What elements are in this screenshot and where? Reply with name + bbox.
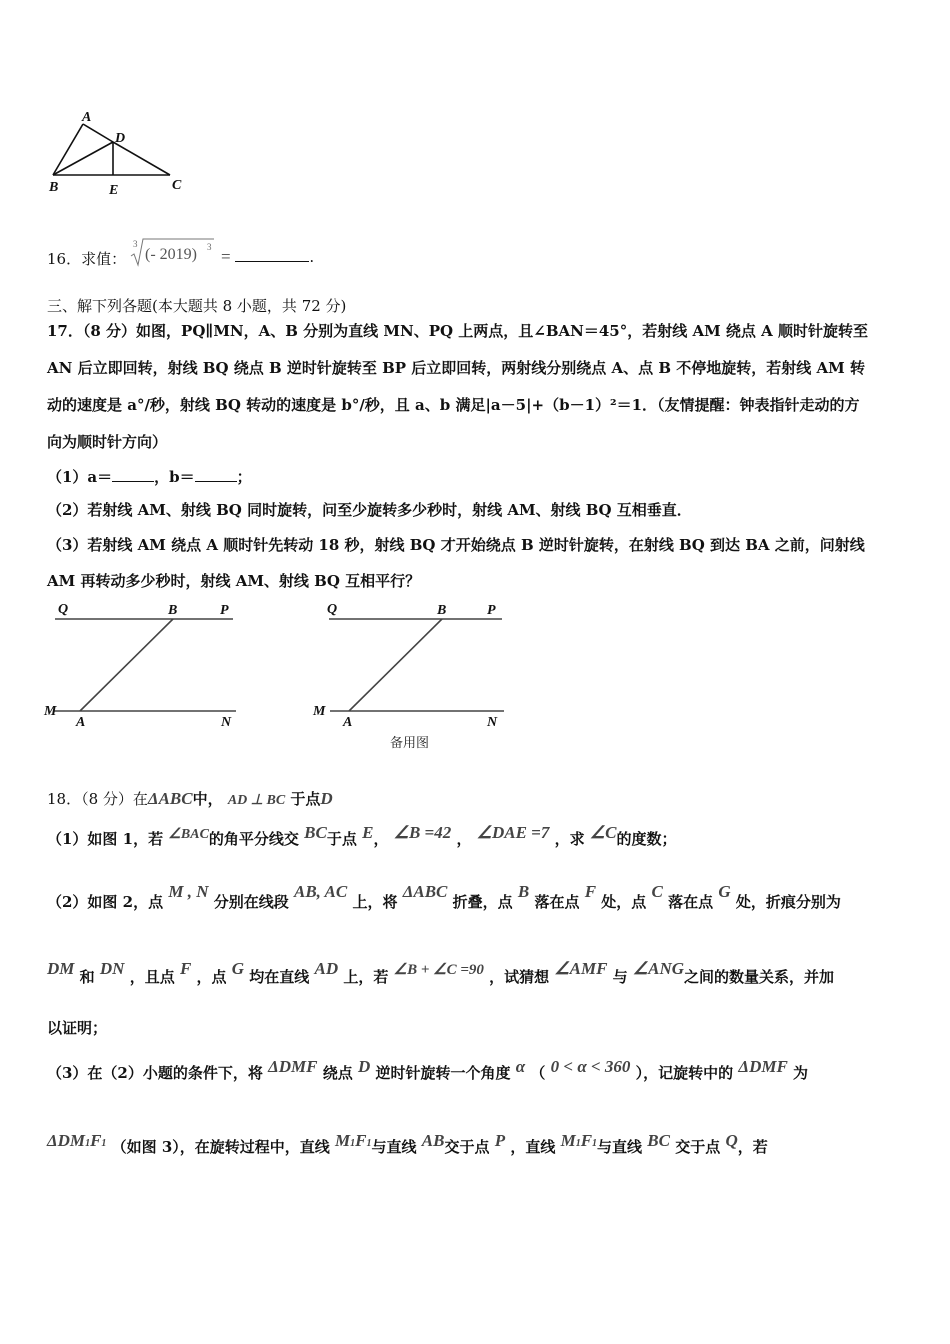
radical-index: 3	[133, 239, 138, 249]
math-ad-perp-bc: AD ⊥ BC	[227, 793, 286, 808]
q18-l3-e: 落在点	[534, 893, 580, 911]
q18-l7-g: ，若	[737, 1138, 768, 1156]
label-b: B	[437, 603, 447, 618]
q18-l6-b: 绕点	[322, 1064, 353, 1082]
math-alpha: α	[515, 1057, 526, 1076]
q18-l4-h: 之间的数量关系，并加	[684, 968, 835, 986]
label-q: Q	[327, 602, 338, 617]
math-m1f1-2	[561, 1131, 597, 1150]
q18-line-2	[47, 823, 677, 851]
parallel-lines-figure	[40, 598, 245, 733]
label-c: C	[172, 178, 182, 193]
math-ab: AB	[421, 1131, 445, 1150]
dm1f1-sub1: 1	[85, 1138, 91, 1149]
q18-l4-f: ，试猜想	[489, 968, 550, 986]
math-point-b: B	[517, 882, 530, 901]
label-b: B	[168, 603, 178, 618]
math-angle-dae-7: ∠DAE =7	[476, 823, 550, 842]
math-bc-2: BC	[647, 1131, 670, 1150]
math-angle-bac: ∠BAC	[168, 827, 209, 842]
q17-sub-3-line-1: （3）若射线 AM 绕点 A 顺时针先转动 18 秒，射线 BQ 才开始绕点 B 逆时针旋转，在射线 BQ 到达 BA 之前，问射线	[47, 536, 865, 554]
q18-l2-b: 的角平分线交	[208, 830, 299, 848]
radicand: (- 2019)	[145, 246, 197, 263]
q18-l7-c: 交于点	[444, 1138, 490, 1156]
m1f1-2-a: M	[560, 1131, 576, 1150]
math-point-e: E	[362, 823, 374, 842]
q18-l7-e: 与直线	[597, 1138, 643, 1156]
label-e: E	[109, 183, 119, 198]
q18-l2-d: ，	[373, 830, 389, 848]
q18-l6-c: 逆时针旋转一个角度	[375, 1064, 511, 1082]
q18-l6-e: ），记旋转中的	[635, 1064, 734, 1082]
q18-l3-b: 分别在线段	[213, 893, 289, 911]
q18-l7-d: ，直线	[510, 1138, 556, 1156]
q18-l4-b: ，且点	[129, 968, 175, 986]
q16-label: 16．求值：	[47, 250, 127, 268]
cube-root-expression	[128, 236, 228, 268]
q17-sub1-end: ；	[236, 468, 252, 486]
label-m: M	[313, 704, 326, 719]
q18-l7-a: （如图 3），在旋转过程中，直线	[111, 1138, 330, 1156]
label-n: N	[221, 715, 232, 730]
q17-line-4: 向为顺时针方向）	[47, 433, 168, 451]
label-b: B	[49, 180, 59, 195]
label-a: A	[82, 110, 92, 125]
segment-ab	[349, 619, 442, 711]
q18-l1-b: 中，	[192, 790, 223, 808]
q18-l4-a: 和	[79, 968, 95, 986]
label-p: P	[487, 603, 496, 618]
math-angle-ang: ∠ANG	[632, 959, 685, 978]
q18-l2-g: 的度数；	[616, 830, 677, 848]
q18-line-7	[47, 1131, 768, 1160]
q16-answer-blank	[235, 247, 309, 262]
q18-l1-c: 于点	[290, 790, 321, 808]
q18-l3-h: 处，折痕分别为	[735, 893, 841, 911]
triangle-figure	[40, 105, 200, 200]
math-angle-sum-90: ∠B + ∠C =90	[393, 962, 484, 978]
math-m1f1	[335, 1131, 371, 1150]
q18-l6-a: （3）在（2）小题的条件下，将	[47, 1064, 263, 1082]
math-angle-b-42: ∠B =42	[393, 823, 452, 842]
label-n: N	[487, 715, 498, 730]
segment-ab	[80, 619, 173, 711]
backup-figure	[305, 598, 510, 756]
q18-l4-e: 上，若	[343, 968, 389, 986]
label-q: Q	[58, 602, 69, 617]
dm1f1-b: F	[90, 1131, 102, 1150]
math-point-d-2: D	[358, 1057, 371, 1076]
question-16	[47, 249, 126, 269]
m1f1-sub1: 1	[350, 1138, 356, 1149]
q17-blank-b	[195, 467, 237, 482]
math-point-q: Q	[725, 1131, 738, 1150]
label-m: M	[44, 704, 57, 719]
math-triangle-dm1f1	[47, 1131, 106, 1150]
side-ad	[83, 124, 113, 142]
label-a: A	[343, 715, 353, 730]
q18-line-5: 以证明；	[47, 1019, 108, 1037]
q18-l2-c: 于点	[326, 830, 357, 848]
math-angle-c: ∠C	[589, 823, 617, 842]
q18-l4-g: 与	[612, 968, 628, 986]
q18-line-6	[47, 1057, 809, 1083]
m1f1-2-sub2: 1	[592, 1138, 598, 1149]
q18-l3-c: 上，将	[352, 893, 398, 911]
q18-l3-d: 折叠，点	[452, 893, 513, 911]
dm1f1-a: ΔDM	[47, 1131, 86, 1150]
math-point-p: P	[494, 1131, 506, 1150]
q18-l2-f: ，求	[554, 830, 585, 848]
q16-answer	[221, 247, 314, 267]
math-triangle-abc-2: ΔABC	[402, 882, 448, 901]
q18-l2-a: （1）如图 1，若	[47, 830, 164, 848]
math-alpha-range: 0 < α < 360	[550, 1057, 631, 1076]
dm1f1-sub2: 1	[101, 1138, 107, 1149]
q18-l6-d: （	[530, 1064, 546, 1082]
math-point-g-2: G	[231, 959, 245, 978]
math-m-n: M , N	[168, 882, 209, 901]
math-point-g: G	[718, 882, 731, 901]
label-d: D	[115, 131, 126, 146]
q17-blank-a	[112, 467, 154, 482]
m1f1-a: M	[335, 1131, 351, 1150]
m1f1-b: F	[355, 1131, 367, 1150]
label-p: P	[220, 603, 229, 618]
figure-caption: 备用图	[390, 736, 430, 751]
q18-l7-b: 与直线	[371, 1138, 417, 1156]
q18-l7-f: 交于点	[675, 1138, 721, 1156]
q18-l6-f: 为	[793, 1064, 809, 1082]
side-dc	[113, 142, 170, 175]
q17-sub1-b: ，b＝	[154, 468, 195, 486]
q17-sub1-a: （1）a＝	[47, 468, 113, 486]
radicand-exponent: 3	[207, 242, 212, 252]
label-a: A	[76, 715, 86, 730]
math-point-d: D	[320, 789, 333, 808]
m1f1-2-b: F	[580, 1131, 593, 1150]
q17-line-2: AN 后立即回转，射线 BQ 绕点 B 逆时针旋转至 BP 后立即回转，两射线分别绕点 A、点 B 不停地旋转，若射线 AM 转	[47, 359, 865, 377]
math-triangle-dmf-2: ΔDMF	[738, 1057, 788, 1076]
math-angle-amf: ∠AMF	[554, 959, 608, 978]
math-dm: DM	[47, 959, 75, 978]
m1f1-2-sub1: 1	[575, 1138, 581, 1149]
math-ad: AD	[314, 959, 339, 978]
q17-line-1: 17．（8 分）如图，PQ∥MN，A、B 分别为直线 MN、PQ 上两点，且∠BAN＝45°，若射线 AM 绕点 A 顺时针旋转至	[47, 322, 869, 340]
q18-l4-d: 均在直线	[249, 968, 310, 986]
q18-l4-c: ，点	[196, 968, 227, 986]
q18-l2-e: ，	[456, 830, 472, 848]
q18-line-3	[47, 882, 841, 912]
q18-line-1	[47, 789, 333, 811]
q16-equals: =	[221, 247, 231, 266]
math-triangle-abc: ΔABC	[147, 789, 193, 808]
q18-line-4	[47, 959, 835, 988]
math-point-f-2: F	[179, 959, 192, 978]
section-3-title: 三、解下列各题(本大题共 8 小题，共 72 分)	[47, 297, 347, 315]
q18-l3-g: 落在点	[668, 893, 714, 911]
q17-line-3: 动的速度是 a°/秒，射线 BQ 转动的速度是 b°/秒，且 a、b 满足|a－5|+（b－1）²＝1．（友情提醒：钟表指针走动的方	[47, 396, 860, 414]
math-point-f: F	[584, 882, 597, 901]
q17-sub-2: （2）若射线 AM、射线 BQ 同时旋转，问至少旋转多少秒时，射线 AM、射线 BQ 互相垂直．	[47, 501, 692, 519]
m1f1-sub2: 1	[366, 1138, 372, 1149]
q18-l1-a: 18．（8 分）在	[47, 790, 148, 808]
q16-period: .	[309, 248, 315, 266]
q17-sub-3-line-2: AM 再转动多少秒时，射线 AM、射线 BQ 互相平行？	[47, 572, 421, 590]
math-dn: DN	[99, 959, 125, 978]
math-bc: BC	[304, 823, 327, 842]
math-point-c: C	[651, 882, 663, 901]
q17-sub-1	[47, 467, 252, 487]
q18-l3-a: （2）如图 2，点	[47, 893, 164, 911]
math-ab-ac: AB, AC	[293, 882, 348, 901]
math-triangle-dmf: ΔDMF	[268, 1057, 318, 1076]
q18-l3-f: 处，点	[601, 893, 647, 911]
